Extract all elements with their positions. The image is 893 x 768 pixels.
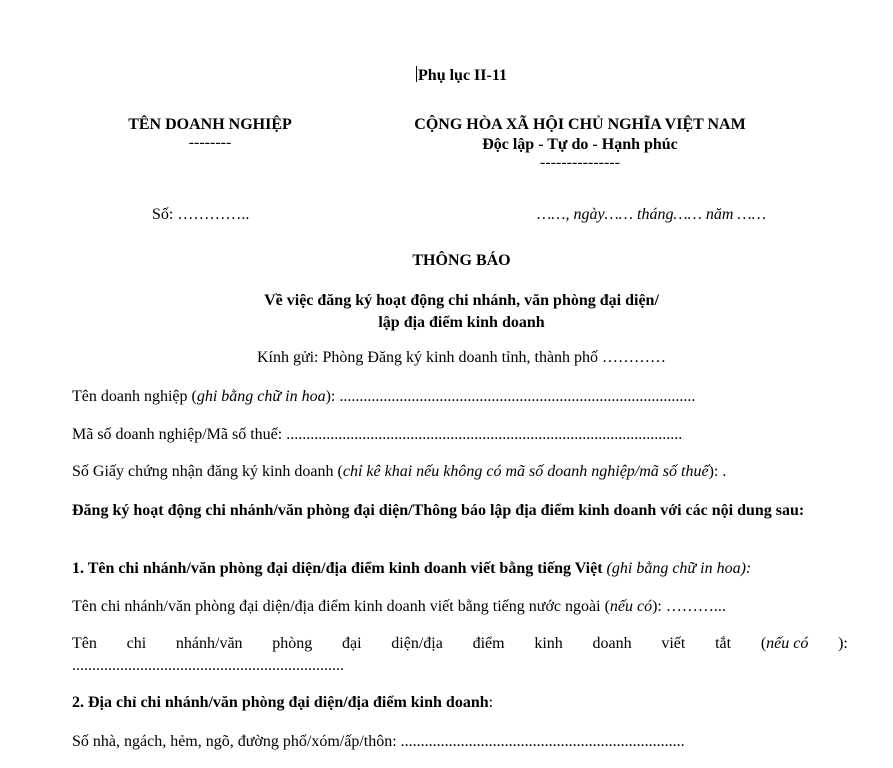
text-cursor bbox=[416, 66, 417, 82]
foreign-name-label: Tên chi nhánh/văn phòng đại diện/địa điểm kinh doanh viết bằng tiếng nước ngoài ( bbox=[72, 598, 610, 615]
section-2-heading bbox=[72, 694, 493, 712]
document-number: Số: ………….. bbox=[152, 206, 250, 223]
abbrev-word: phòng bbox=[272, 635, 313, 652]
tax-code-field: Mã số doanh nghiệp/Mã số thuế: ................................................................................................... bbox=[72, 426, 683, 443]
company-name-field-label: Tên doanh nghiệp ( bbox=[72, 388, 197, 405]
abbrev-word: kinh bbox=[534, 635, 563, 652]
register-heading: Đăng ký hoạt động chi nhánh/văn phòng đại diện/Thông báo lập địa điểm kinh doanh với các nội dung sau: bbox=[72, 502, 805, 519]
nation-name: CỘNG HÒA XÃ HỘI CHỦ NGHĨA VIỆT NAM bbox=[414, 116, 746, 133]
certificate-field-label: Số Giấy chứng nhận đăng ký kinh doanh ( bbox=[72, 463, 343, 480]
nation-divider: --------------- bbox=[540, 154, 620, 171]
notice-title: THÔNG BÁO bbox=[412, 252, 511, 269]
abbrev-hint-close: ): bbox=[838, 635, 848, 652]
abbrev-word: doanh bbox=[592, 635, 632, 652]
foreign-name-field bbox=[72, 598, 726, 616]
section-2-heading-text: 2. Địa chỉ chi nhánh/văn phòng đại diện/địa điểm kinh doanh bbox=[72, 694, 489, 711]
nation-block bbox=[370, 116, 790, 172]
notice-subject bbox=[0, 290, 893, 334]
company-name-field bbox=[72, 388, 695, 406]
section-1-heading-hint: (ghi bằng chữ in hoa): bbox=[606, 560, 752, 577]
abbrev-word: đại bbox=[342, 635, 362, 652]
abbrev-hint-text: nếu có bbox=[766, 635, 809, 652]
abbrev-word: chi bbox=[126, 635, 147, 652]
abbreviated-name-field bbox=[72, 635, 848, 653]
certificate-field bbox=[72, 463, 726, 481]
date-line: ……, ngày…… tháng…… năm …… bbox=[537, 206, 766, 223]
company-name-field-hint: ghi bằng chữ in hoa bbox=[196, 388, 326, 405]
abbrev-word: nhánh/văn bbox=[175, 635, 243, 652]
nation-motto: Độc lập - Tự do - Hạnh phúc bbox=[482, 136, 678, 153]
foreign-name-hint: nếu có bbox=[609, 598, 653, 615]
appendix-label bbox=[0, 66, 893, 85]
company-divider: -------- bbox=[188, 134, 232, 151]
subject-line-2: lập địa điểm kinh doanh bbox=[378, 314, 545, 331]
abbrev-hint-open: ( bbox=[760, 635, 767, 652]
foreign-name-dots: ): ………... bbox=[652, 598, 726, 615]
company-name-field-dots: ): ......................................................................................... bbox=[325, 388, 696, 405]
abbreviated-name-dots: .................................................................... bbox=[72, 657, 344, 674]
certificate-field-hint: chỉ kê khai nếu không có mã số doanh nghiệp/mã số thuế bbox=[342, 463, 709, 480]
section-1-heading bbox=[72, 560, 751, 578]
certificate-field-suffix: ): . bbox=[708, 463, 727, 480]
abbrev-word: diện/địa bbox=[391, 635, 443, 652]
abbrev-word: tắt bbox=[715, 635, 732, 652]
abbrev-word: Tên bbox=[72, 635, 97, 652]
subject-line-1: Về việc đăng ký hoạt động chi nhánh, văn phòng đại diện/ bbox=[264, 292, 659, 309]
abbrev-word: điểm bbox=[472, 635, 505, 652]
address-field: Số nhà, ngách, hẻm, ngõ, đường phố/xóm/ấp/thôn: ....................................................................... bbox=[72, 733, 685, 750]
abbrev-word: viết bbox=[661, 635, 686, 652]
section-1-heading-text: 1. Tên chi nhánh/văn phòng đại diện/địa điểm kinh doanh viết bằng tiếng Việt bbox=[72, 560, 603, 577]
appendix-text: Phụ lục II-11 bbox=[418, 67, 507, 84]
company-block bbox=[100, 116, 320, 152]
section-2-heading-suffix: : bbox=[488, 694, 494, 711]
company-name-label: TÊN DOANH NGHIỆP bbox=[128, 116, 292, 133]
recipient-line: Kính gửi: Phòng Đăng ký kinh doanh tỉnh, thành phố ………… bbox=[256, 349, 667, 366]
abbrev-hint bbox=[761, 635, 809, 653]
